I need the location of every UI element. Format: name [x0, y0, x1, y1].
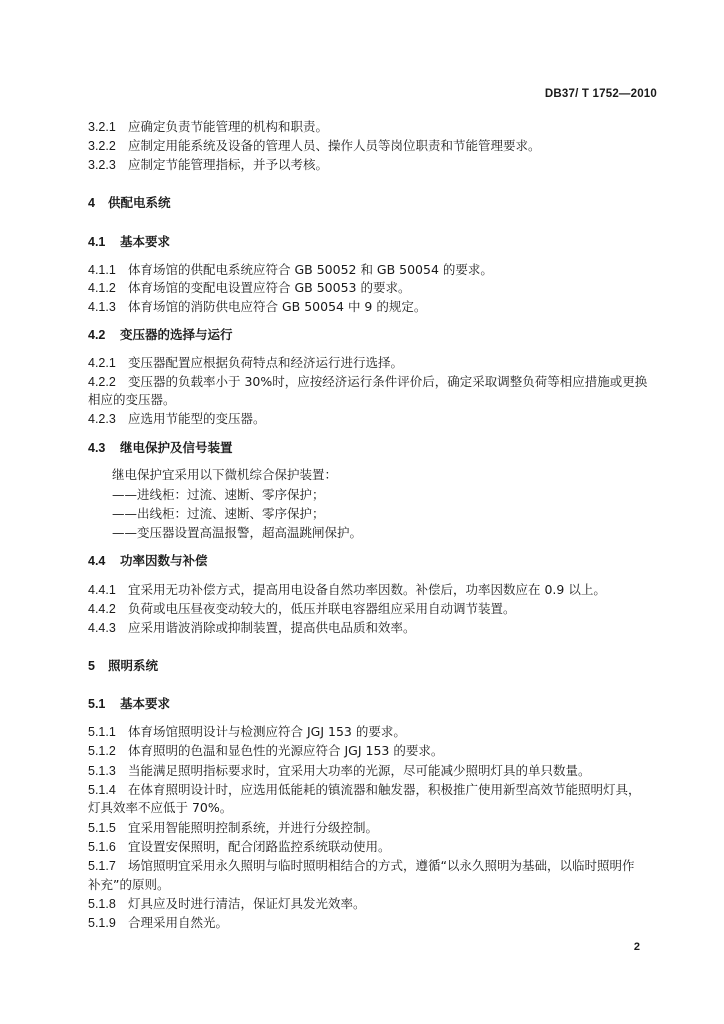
section-title: 照明系统	[108, 658, 159, 673]
clause-text: 应制定节能管理指标，并予以考核。	[128, 157, 329, 172]
subsection-heading-4-2	[88, 327, 233, 343]
clause-5-1-1	[88, 724, 406, 740]
clause-number: 5.1.9	[88, 916, 116, 930]
clause-text: 应采用谐波消除或抑制装置，提高供电品质和效率。	[128, 620, 416, 635]
section-title: 功率因数与补偿	[120, 553, 208, 568]
section-number: 5	[88, 659, 95, 673]
clause-text: 场馆照明宜采用永久照明与临时照明相结合的方式，遵循“以永久照明为基础，以临时照明作	[128, 858, 635, 873]
clause-4-4-2	[88, 601, 516, 617]
clause-number: 5.1.2	[88, 744, 116, 758]
subsection-heading-4-3	[88, 440, 233, 456]
clause-5-1-9	[88, 915, 228, 931]
clause-text: 当能满足照明指标要求时，宜采用大功率的光源，尽可能减少照明灯具的单只数量。	[128, 763, 591, 778]
section-title: 供配电系统	[108, 195, 171, 210]
clause-number: 4.1.2	[88, 281, 116, 295]
clause-text: 宜采用无功补偿方式，提高用电设备自然功率因数。补偿后，功率因数应在 0.9 以上。	[128, 582, 606, 597]
section-title: 变压器的选择与运行	[120, 327, 233, 342]
clause-text: 体育场馆的变配电设置应符合 GB 50053 的要求。	[128, 280, 411, 295]
section-title: 基本要求	[120, 234, 171, 249]
clause-number: 5.1.5	[88, 821, 116, 835]
clause-text: 在体育照明设计时，应选用低能耗的镇流器和触发器，积极推广使用新型高效节能照明灯具，	[128, 782, 641, 797]
subsection-heading-5-1	[88, 696, 170, 712]
clause-5-1-7-continued	[88, 877, 169, 892]
subsection-heading-4-1	[88, 234, 170, 250]
clause-number: 4.4.1	[88, 583, 116, 597]
clause-text: 合理采用自然光。	[128, 915, 229, 930]
section-heading-5	[88, 658, 158, 674]
section-number: 5.1	[88, 697, 106, 711]
clause-4-2-1	[88, 355, 403, 371]
clause-4-2-2	[88, 374, 647, 390]
clause-5-1-2	[88, 743, 443, 759]
clause-4-4-1	[88, 582, 606, 598]
clause-number: 5.1.7	[88, 859, 116, 873]
standard-code-header: DB37/ T 1752—2010	[544, 88, 657, 100]
clause-number: 3.2.2	[88, 139, 116, 153]
clause-number: 4.4.2	[88, 602, 116, 616]
list-item: ——出线柜：过流、速断、零序保护；	[112, 506, 325, 521]
subsection-heading-4-4	[88, 553, 208, 569]
clause-text: 相应的变压器。	[88, 392, 176, 407]
section-number: 4	[88, 196, 95, 210]
clause-number: 5.1.8	[88, 897, 116, 911]
clause-number: 5.1.1	[88, 725, 116, 739]
clause-number: 4.1.1	[88, 263, 116, 277]
clause-text: 灯具效率不应低于 70%。	[88, 800, 233, 815]
clause-text: 灯具应及时进行清洁，保证灯具发光效率。	[128, 896, 366, 911]
clause-3-2-2	[88, 138, 541, 154]
clause-number: 4.2.3	[88, 412, 116, 426]
clause-text: 变压器的负载率小于 30%时，应按经济运行条件评价后，确定采取调整负荷等相应措施或更换	[128, 374, 648, 389]
clause-4-2-2-continued	[88, 392, 176, 407]
clause-text: 宜设置安保照明，配合闭路监控系统联动使用。	[128, 839, 391, 854]
clause-text: 变压器配置应根据负荷特点和经济运行进行选择。	[128, 355, 404, 370]
page-number: 2	[633, 941, 640, 953]
paragraph: 继电保护宜采用以下微机综合保护装置：	[112, 467, 338, 482]
section-number: 4.2	[88, 328, 106, 342]
clause-text: 体育照明的色温和显色性的光源应符合 JGJ 153 的要求。	[128, 743, 444, 758]
clause-5-1-5	[88, 820, 378, 836]
clause-number: 3.2.3	[88, 158, 116, 172]
clause-number: 5.1.6	[88, 840, 116, 854]
clause-number: 4.2.2	[88, 375, 116, 389]
clause-number: 5.1.3	[88, 764, 116, 778]
clause-number: 4.4.3	[88, 621, 116, 635]
clause-text: 体育场馆的供配电系统应符合 GB 50052 和 GB 50054 的要求。	[128, 262, 493, 277]
clause-text: 应制定用能系统及设备的管理人员、操作人员等岗位职责和节能管理要求。	[128, 138, 541, 153]
clause-5-1-8	[88, 896, 366, 912]
section-title: 基本要求	[120, 696, 171, 711]
clause-4-2-3	[88, 411, 266, 427]
clause-text: 体育场馆照明设计与检测应符合 JGJ 153 的要求。	[128, 724, 406, 739]
section-heading-4	[88, 195, 171, 211]
clause-number: 4.2.1	[88, 356, 116, 370]
clause-5-1-4-continued	[88, 800, 232, 815]
clause-text: 体育场馆的消防供电应符合 GB 50054 中 9 的规定。	[128, 299, 427, 314]
clause-3-2-1	[88, 119, 328, 135]
clause-3-2-3	[88, 157, 328, 173]
clause-number: 5.1.4	[88, 783, 116, 797]
section-number: 4.4	[88, 554, 106, 568]
clause-number: 3.2.1	[88, 120, 116, 134]
clause-text: 补充”的原则。	[88, 877, 170, 892]
clause-4-1-1	[88, 262, 493, 278]
clause-5-1-7	[88, 858, 634, 874]
clause-number: 4.1.3	[88, 300, 116, 314]
clause-text: 应确定负责节能管理的机构和职责。	[128, 119, 329, 134]
section-number: 4.3	[88, 441, 106, 455]
clause-text: 宜采用智能照明控制系统，并进行分级控制。	[128, 820, 379, 835]
list-item: ——变压器设置高温报警，超高温跳闸保护。	[112, 525, 363, 540]
clause-5-1-3	[88, 763, 591, 779]
clause-4-1-3	[88, 299, 426, 315]
clause-4-1-2	[88, 280, 410, 296]
clause-4-4-3	[88, 620, 416, 636]
section-number: 4.1	[88, 235, 106, 249]
clause-text: 应选用节能型的变压器。	[128, 411, 266, 426]
section-title: 继电保护及信号装置	[120, 440, 233, 455]
clause-5-1-4	[88, 782, 641, 798]
clause-text: 负荷或电压昼夜变动较大的，低压并联电容器组应采用自动调节装置。	[128, 601, 516, 616]
clause-5-1-6	[88, 839, 391, 855]
list-item: ——进线柜：过流、速断、零序保护；	[112, 487, 325, 502]
